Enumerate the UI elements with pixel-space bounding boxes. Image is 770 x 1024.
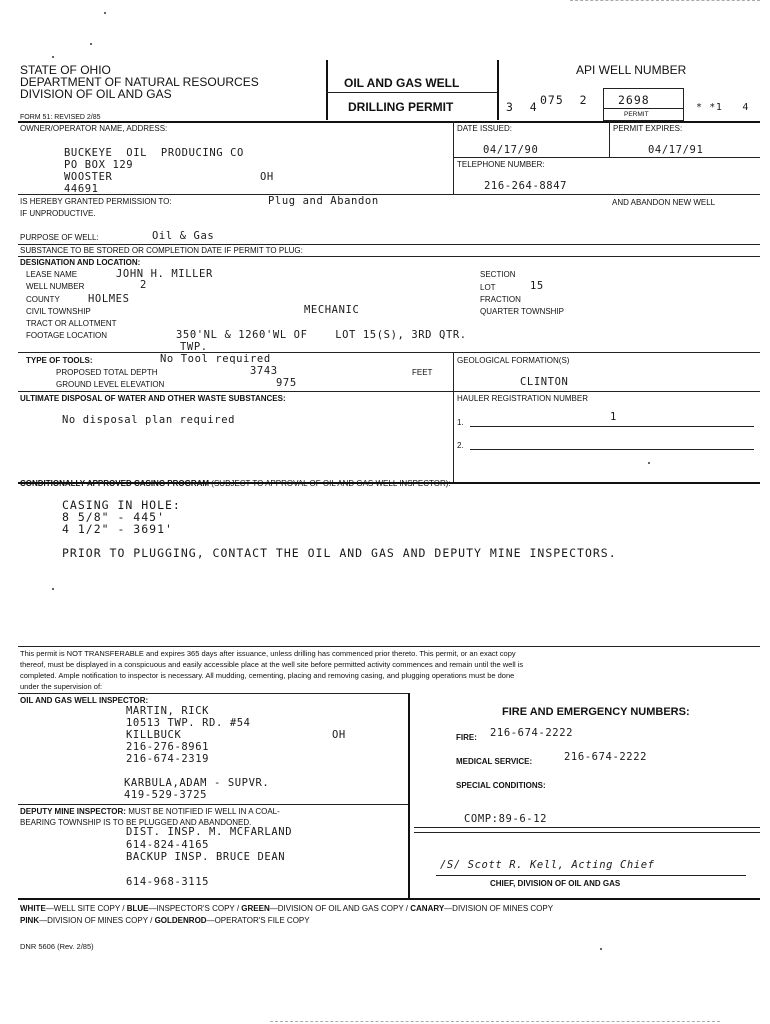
- scan-speck: [52, 56, 54, 58]
- api-county-code: 075 2: [540, 93, 588, 107]
- purpose-label: PURPOSE OF WELL:: [20, 233, 99, 242]
- owner-zip: 44691: [64, 183, 99, 195]
- scan-edge-mark: [570, 0, 760, 1]
- total-depth-label: PROPOSED TOTAL DEPTH: [56, 368, 158, 377]
- formation-label: GEOLOGICAL FORMATION(S): [457, 356, 570, 365]
- notice-top-rule: [18, 646, 760, 647]
- notice-line3: completed. Ample notification to inspector is necessary. All mudding, cementing, placing and removing casing, and plugging operations must be done: [20, 671, 515, 680]
- well-number: 2: [140, 279, 147, 291]
- county-label: COUNTY: [26, 295, 60, 304]
- lot-number: 15: [530, 280, 544, 292]
- division-name: DIVISION OF OIL AND GAS: [20, 87, 172, 101]
- county: HOLMES: [88, 293, 130, 305]
- document-subtitle: DRILLING PERMIT: [348, 100, 454, 114]
- state-name: STATE OF OHIO: [20, 63, 111, 77]
- hauler-2-line: [470, 449, 754, 450]
- form-number: DNR 5606 (Rev. 2/85): [20, 942, 94, 951]
- notice-line4: under the supervision of:: [20, 682, 103, 691]
- backup-inspector-phone: 614-968-3115: [126, 876, 210, 888]
- formation: CLINTON: [520, 376, 569, 388]
- owner-street: PO BOX 129: [64, 159, 134, 171]
- designation-label: DESIGNATION AND LOCATION:: [20, 258, 141, 267]
- api-well-number-label: API WELL NUMBER: [576, 63, 687, 77]
- inspector-phone1: 216-276-8961: [126, 741, 210, 753]
- telephone-label: TELEPHONE NUMBER:: [457, 160, 545, 169]
- scan-speck: [90, 43, 92, 45]
- lease-name-label: LEASE NAME: [26, 270, 78, 279]
- scan-speck: [52, 588, 54, 590]
- lot-label: LOT: [480, 283, 496, 292]
- civil-township-label: CIVIL TOWNSHIP: [26, 307, 91, 316]
- copy-pink-desc: —DIVISION OF MINES COPY /: [39, 916, 155, 925]
- fire-label: FIRE:: [456, 733, 477, 742]
- date-issued-label: DATE ISSUED:: [457, 124, 512, 133]
- quarter-township-label: QUARTER TOWNSHIP: [480, 307, 565, 316]
- tools-bottom-rule: [18, 391, 760, 392]
- copy-pink: PINK: [20, 916, 40, 925]
- elevation: 975: [276, 377, 297, 389]
- signature-title: CHIEF, DIVISION OF OIL AND GAS: [490, 879, 621, 888]
- copy-white-desc: —WELL SITE COPY /: [45, 904, 127, 913]
- permit-rule: [603, 108, 684, 109]
- copy-blue: BLUE: [126, 904, 149, 913]
- permission-line2: IF UNPRODUCTIVE.: [20, 209, 96, 218]
- mine-label-rest: MUST BE NOTIFIED IF WELL IN A COAL-: [128, 807, 280, 816]
- scan-edge-mark: [270, 1021, 720, 1022]
- tools-divider: [453, 352, 454, 482]
- api-suffix: * *1 4: [696, 102, 749, 113]
- owner-bottom-rule: [18, 194, 760, 195]
- hauler-1-value: 1: [610, 411, 617, 423]
- copy-blue-desc: —INSPECTOR'S COPY /: [148, 904, 242, 913]
- casing-line2: 8 5/8" - 445': [62, 510, 166, 524]
- api-permit-label: PERMIT: [624, 111, 649, 118]
- footage-label: FOOTAGE LOCATION: [26, 331, 108, 340]
- well-number-label: WELL NUMBER: [26, 282, 85, 291]
- permission-action: Plug and Abandon: [268, 195, 379, 207]
- casing-note: PRIOR TO PLUGGING, CONTACT THE OIL AND GAS AND DEPUTY MINE INSPECTORS.: [62, 546, 617, 560]
- hauler-label: HAULER REGISTRATION NUMBER: [457, 394, 588, 403]
- special-rule-2: [414, 832, 760, 833]
- scan-speck: [648, 462, 650, 464]
- district-inspector-phone: 614-824-4165: [126, 839, 210, 851]
- phone-rule: [453, 157, 760, 158]
- elevation-label: GROUND LEVEL ELEVATION: [56, 380, 165, 389]
- permission-label: IS HEREBY GRANTED PERMISSION TO:: [20, 197, 172, 206]
- total-depth: 3743: [250, 365, 278, 377]
- location-bottom-rule: [18, 352, 760, 353]
- owner-name: BUCKEYE OIL PRODUCING CO: [64, 147, 244, 159]
- tools-value: No Tool required: [160, 353, 271, 365]
- copy-distribution-line1: [20, 904, 553, 914]
- district-inspector: DIST. INSP. M. MCFARLAND: [126, 826, 293, 838]
- form-code: FORM 51: REVISED 2/85: [20, 114, 101, 121]
- header-rule: [326, 92, 498, 93]
- lease-name: JOHN H. MILLER: [116, 268, 213, 280]
- hauler-2-number: 2.: [457, 441, 464, 450]
- special-rule-1: [414, 827, 760, 828]
- copy-canary-desc: —DIVISION OF MINES COPY: [444, 904, 554, 913]
- medical-number: 216-674-2222: [564, 751, 648, 763]
- owner-state: OH: [260, 171, 274, 183]
- mine-top-rule: [18, 804, 408, 805]
- supervisor-phone: 419-529-3725: [124, 789, 208, 801]
- footage-line2: TWP.: [180, 341, 208, 353]
- inspector-phone2: 216-674-2319: [126, 753, 210, 765]
- casing-label: [20, 479, 451, 489]
- copy-goldenrod: GOLDENROD: [154, 916, 207, 925]
- permit-expires-label: PERMIT EXPIRES:: [613, 124, 683, 133]
- tract-label: TRACT OR ALLOTMENT: [26, 319, 117, 328]
- mine-label-bold: DEPUTY MINE INSPECTOR:: [20, 807, 126, 816]
- emergency-title: FIRE AND EMERGENCY NUMBERS:: [502, 706, 690, 718]
- hauler-1-number: 1.: [457, 418, 464, 427]
- header-divider: [497, 60, 499, 120]
- header-bottom-rule: [18, 121, 760, 123]
- fraction-label: FRACTION: [480, 295, 521, 304]
- inspector-state: OH: [332, 729, 346, 741]
- permission-tail: AND ABANDON NEW WELL: [612, 198, 716, 207]
- disposal-label: ULTIMATE DISPOSAL OF WATER AND OTHER WASTE SUBSTANCES:: [20, 394, 286, 403]
- casing-line3: 4 1/2" - 3691': [62, 522, 173, 536]
- feet-label: FEET: [412, 368, 433, 377]
- substance-label: SUBSTANCE TO BE STORED OR COMPLETION DATE IF PERMIT TO PLUG:: [20, 246, 303, 255]
- owner-label: OWNER/OPERATOR NAME, ADDRESS:: [20, 124, 168, 133]
- section-label: SECTION: [480, 270, 516, 279]
- copy-white: WHITE: [20, 904, 46, 913]
- signature-text: /S/ Scott R. Kell, Acting Chief: [440, 859, 655, 871]
- department-name: DEPARTMENT OF NATURAL RESOURCES: [20, 75, 259, 89]
- purpose-value: Oil & Gas: [152, 230, 215, 242]
- copy-canary: CANARY: [410, 904, 445, 913]
- inspector-address: 10513 TWP. RD. #54: [126, 717, 251, 729]
- inspector-name: MARTIN, RICK: [126, 705, 210, 717]
- scan-speck: [104, 12, 106, 14]
- copies-top-rule: [18, 898, 760, 900]
- special-condition-comp: COMP:89-6-12: [464, 813, 548, 825]
- mine-label-line2: BEARING TOWNSHIP IS TO BE PLUGGED AND ABANDONED.: [20, 818, 252, 827]
- fire-number: 216-674-2222: [490, 727, 574, 739]
- medical-label: MEDICAL SERVICE:: [456, 757, 533, 766]
- footage-location: 350'NL & 1260'WL OF LOT 15(S), 3RD QTR.: [176, 329, 467, 341]
- casing-label-bold: CONDITIONALLY APPROVED CASING PROGRAM: [20, 479, 210, 488]
- backup-inspector: BACKUP INSP. BRUCE DEAN: [126, 851, 286, 863]
- mine-label: [20, 807, 280, 817]
- substance-rule: [18, 256, 760, 257]
- inspector-divider: [408, 693, 410, 898]
- inspector-city: KILLBUCK: [126, 729, 182, 741]
- header-divider: [326, 60, 328, 120]
- permit-expires: 04/17/91: [648, 144, 704, 156]
- notice-bottom-rule: [18, 693, 408, 694]
- supervisor-name: KARBULA,ADAM - SUPVR.: [124, 777, 270, 789]
- tools-label: TYPE OF TOOLS:: [26, 356, 93, 365]
- signature-line: [436, 875, 746, 876]
- disposal-value: No disposal plan required: [62, 414, 236, 426]
- casing-label-rest: (SUBJECT TO APPROVAL OF OIL AND GAS WELL INSPECTOR):: [211, 479, 451, 488]
- owner-city: WOOSTER: [64, 171, 113, 183]
- hauler-1-line: [470, 426, 754, 427]
- document-title: OIL AND GAS WELL: [344, 76, 460, 90]
- notice-line1: This permit is NOT TRANSFERABLE and expires 365 days after issuance, unless drilling has commenced prior thereto. This permit, or an exact copy: [20, 649, 516, 658]
- date-divider: [609, 121, 610, 157]
- civil-township: MECHANIC: [304, 304, 360, 316]
- copy-goldenrod-desc: —OPERATOR'S FILE COPY: [206, 916, 310, 925]
- copy-green: GREEN: [241, 904, 270, 913]
- copy-green-desc: —DIVISION OF OIL AND GAS COPY /: [269, 904, 411, 913]
- notice-line2: thereof, must be displayed in a conspicuous and easily accessible place at the well site before permitted activity commences and remain until the well is: [20, 660, 524, 669]
- purpose-rule: [18, 244, 760, 245]
- api-permit-number: 2698: [618, 93, 650, 107]
- copy-distribution-line2: [20, 916, 310, 926]
- api-state-code: 3 4: [506, 100, 538, 114]
- telephone-number: 216-264-8847: [484, 180, 568, 192]
- casing-line1: CASING IN HOLE:: [62, 498, 181, 512]
- special-conditions-label: SPECIAL CONDITIONS:: [456, 781, 546, 790]
- scan-speck: [600, 948, 602, 950]
- inspector-label: OIL AND GAS WELL INSPECTOR:: [20, 696, 149, 705]
- date-issued: 04/17/90: [483, 144, 539, 156]
